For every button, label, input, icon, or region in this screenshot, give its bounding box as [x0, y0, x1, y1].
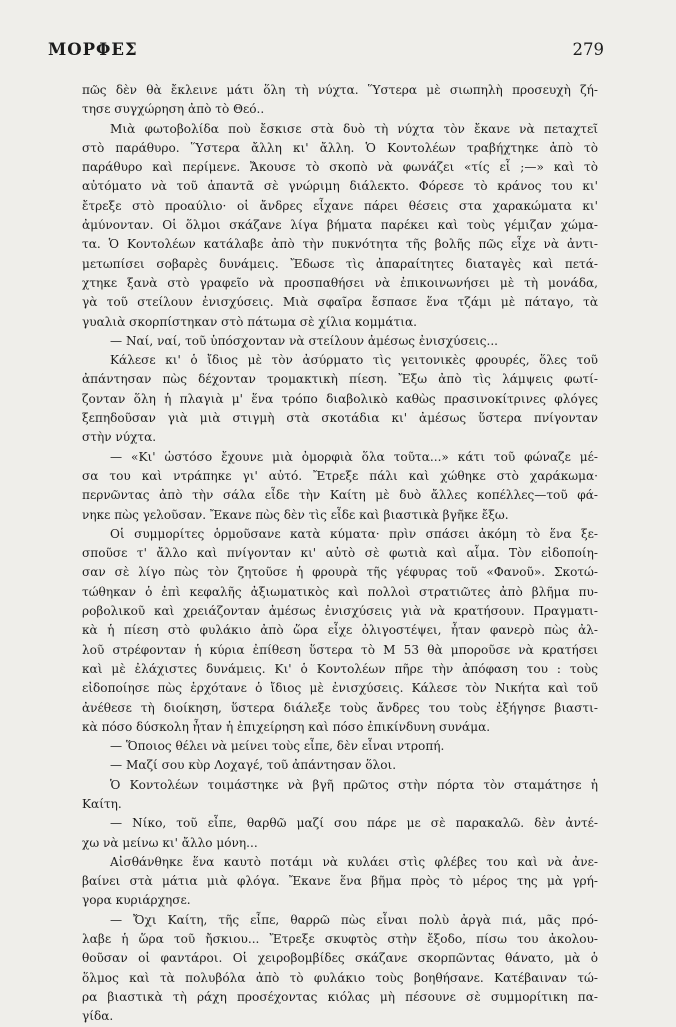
text-line: αὐτόματο νὰ τοῦ ἀπαντᾶ σὲ γνώριμη διάλεκτο. Φόρεσε τὸ κράνος του κι'	[82, 179, 598, 194]
text-line: γορα κυριάρχησε.	[82, 893, 191, 908]
text-line: ἀπάντησαν πὼς δέχονταν τρομακτικὴ πίεση. Ἔξω ἀπὸ τὶς λάμψεις φωτί-	[82, 372, 598, 387]
text-line: Ὁ Κοντολέων τοιμάστηκε νὰ βγῆ πρῶτος στὴν πόρτα τὸν σταμάτησε ἡ	[110, 777, 598, 792]
text-line: μετωπίσει σοβαρὲς δυνάμεις. Ἔδωσε τὶς ἀπαραίτητες διαταγὲς καὶ πετά-	[82, 256, 598, 271]
text-line: χτηκε ξανὰ στὸ γραφεῖο νὰ προσπαθήσει νὰ ἐπικοινωνήσει μὲ τὴ μονάδα,	[82, 275, 598, 290]
text-line: — Μαζί σου κὺρ Λοχαγέ, τοῦ ἀπάντησαν ὅλοι.	[110, 758, 397, 773]
text-line: ἀμύνονταν. Οἱ ὅλμοι σκάζανε λίγα βήματα παρέκει καὶ τοὺς γέμιζαν χώμα-	[82, 218, 598, 233]
text-line: τησε συγχώρηση ἀπὸ τὸ Θεό..	[82, 102, 265, 117]
text-line: στὸ παράθυρο. Ὕστερα ἄλλη κι' ἄλλη. Ὁ Κοντολέων τραβήχτηκε ἀπὸ τὸ	[82, 140, 598, 155]
text-line: — Ναί, ναί, τοῦ ὑπόσχονταν νὰ στείλουν ἀμέσως ἐνισχύσεις...	[110, 333, 499, 348]
text-line: τώθηκαν ὁ ἐπὶ κεφαλῆς ἀξιωματικὸς καὶ πολλοὶ στρατιῶτες ἀπὸ βλῆμα πυ-	[82, 584, 598, 599]
running-head: ΜΟΡΦΕΣ	[48, 40, 138, 59]
text-line: λοῦ στρέφονταν ἡ κύρια ἐπίθεση ὕστερα τὸ Μ 53 θὰ μποροῦσε νὰ κρατήσει	[82, 642, 598, 657]
text-line: παράθυρο καὶ περίμενε. Ἄκουσε τὸ σκοπὸ νὰ φωνάζει «τίς εἶ ;—» καὶ τὸ	[82, 160, 598, 175]
text-line: γυαλιὰ σκορπίστηκαν στὸ πάτωμα σὲ χίλια κομμάτια.	[82, 314, 418, 329]
text-line: σαν σὲ λίγο πὼς τὸν ζητοῦσε ἡ φρουρὰ τῆς γέφυρας τοῦ «Φανοῦ». Σκοτώ-	[82, 565, 598, 580]
text-line: θοῦσαν οἱ φαντάροι. Οἱ χειροβομβίδες σκάζανε σκορπῶντας θάνατο, μὰ ὁ	[82, 951, 598, 966]
page-number: 279	[572, 40, 604, 59]
text-line: εἰδοποίησε πὼς ἐρχότανε ὁ ἴδιος μὲ ἐνισχύσεις. Κάλεσε τὸν Νικήτα καὶ τοῦ	[82, 681, 598, 696]
body-text	[82, 81, 598, 1027]
text-line: χω νὰ μείνω κι' ἄλλο μόνη...	[82, 835, 258, 850]
text-line: κὰ πόσο δύσκολη ἦταν ἡ ἐπιχείρηση καὶ πόσο ἐπικίνδυνη συνάμα.	[82, 719, 491, 734]
text-line: Αἰσθάνθηκε ἕνα καυτὸ ποτάμι νὰ κυλάει στὶς φλέβες του καὶ νὰ ἀνε-	[110, 854, 598, 869]
text-line: σποῦσε τ' ἄλλο καὶ πνίγονταν κι' αὐτὸ σὲ φωτιὰ καὶ αἷμα. Τὸν εἰδοποίη-	[82, 546, 598, 561]
text-line: στὴν νύχτα.	[82, 430, 157, 445]
text-line: τα. Ὁ Κοντολέων κατάλαβε ἀπὸ τὴν πυκνότητα τῆς βολῆς πῶς εἶχε νὰ ἀντι-	[82, 237, 598, 252]
text-line: — Ὄχι Καίτη, τῆς εἶπε, θαρρῶ πὼς εἶναι πολὺ ἀργὰ πιά, μᾶς πρό-	[110, 912, 598, 927]
text-line: κὰ ἡ πίεση στὸ φυλάκιο ἀπὸ ὥρα εἶχε ὀλιγοστέψει, ἦταν φανερὸ πὼς ἀλ-	[82, 623, 598, 638]
text-line: νηκε πὼς γελοῦσαν. Ἔκανε πὼς δὲν τὶς εἶδε καὶ βιαστικὰ βγῆκε ἔξω.	[82, 507, 509, 522]
text-line: ἀνέθεσε τὴ διοίκηση, ὕστερα διάλεξε τοὺς ἄνδρες του τοὺς ἐξήγησε βιαστι-	[82, 700, 598, 715]
text-line: ζονταν ὅλη ἡ πλαγιὰ μ' ἕνα τρόπο διαβολικὸ καθὼς πρασινοκίτρινες φλόγες	[82, 391, 598, 406]
text-line: ἔτρεξε στὸ προαύλιο· οἱ ἄνδρες εἶχανε πάρει θέσεις στα χαρακώματα κι'	[82, 198, 598, 213]
page-header	[48, 40, 604, 64]
text-line: λαβε ἡ ὥρα τοῦ ἤσκιου... Ἔτρεξε σκυφτὸς στὴν ἔξοδο, πίσω του ἀκολου-	[82, 932, 598, 947]
text-line: ὅλμος καὶ τὰ πολυβόλα ἀπὸ τὸ φυλάκιο τοὺς βοηθήσανε. Κατέβαιναν τώ-	[82, 970, 598, 985]
text-line: περνῶντας ἀπὸ τὴν σάλα εἶδε τὴν Καίτη μὲ δυὸ ἄλλες κοπέλλες—τοῦ φά-	[82, 488, 598, 503]
text-line: γίδα.	[82, 1009, 114, 1024]
text-line: γὰ τοῦ στείλουν ἐνισχύσεις. Μιὰ σφαῖρα ἔσπασε ἕνα τζάμι μὲ πάταγο, τὰ	[82, 295, 598, 310]
text-line: Κάλεσε κι' ὁ ἴδιος μὲ τὸν ἀσύρματο τὶς γειτονικὲς φρουρές, ὅλες τοῦ	[110, 353, 598, 368]
text-line: πῶς δὲν θὰ ἔκλεινε μάτι ὅλη τὴ νύχτα. Ὕστερα μὲ σιωπηλὴ προσευχὴ ζή-	[82, 83, 598, 97]
text-line: ξεπηδοῦσαν γιὰ μιὰ στιγμὴ στὰ σκοτάδια κι' ἀμέσως ὕστερα πνίγονταν	[82, 411, 598, 426]
text-line: Μιὰ φωτοβολίδα ποὺ ἔσκισε στὰ δυὸ τὴ νύχτα τὸν ἔκανε νὰ πεταχτεῖ	[110, 121, 598, 136]
text-line: βαίνει στὰ μάτια μιὰ φλόγα. Ἔκανε ἕνα βῆμα πρὸς τὸ μέρος της μὰ γρή-	[82, 874, 598, 889]
text-line: σα του καὶ ντράπηκε γι' αὐτό. Ἔτρεξε πάλι καὶ χώθηκε στὸ χαράκωμα·	[82, 468, 598, 483]
text-line: ρα βιαστικὰ τὴ ράχη προσέχοντας κιόλας μὴ πέσουνε σὲ συμμορίτικη πα-	[82, 989, 598, 1004]
text-line: Οἱ συμμορίτες ὁρμοῦσανε κατὰ κύματα· πρὶν σπάσει ἀκόμη τὸ ἕνα ξε-	[110, 526, 598, 541]
text-line: ροβολικοῦ καὶ χρειάζονταν ἀμέσως ἐνισχύσεις γιὰ νὰ κρατήσουν. Πραγματι-	[82, 604, 598, 619]
text-line: Καίτη.	[82, 796, 122, 811]
text-line: — Νίκο, τοῦ εἶπε, θαρθῶ μαζί σου πάρε με σὲ παρακαλῶ. δὲν ἀντέ-	[110, 816, 598, 831]
text-line: — «Κι' ὡστόσο ἔχουνε μιὰ ὀμορφιὰ ὅλα τοῦτα...» κάτι τοῦ φώναζε μέ-	[110, 449, 598, 464]
text-line: — Ὅποιος θέλει νὰ μείνει τοὺς εἶπε, δὲν εἶναι ντροπή.	[110, 739, 445, 754]
text-line: καὶ μὲ ἐλάχιστες δυνάμεις. Κι' ὁ Κοντολέων πῆρε τὴν ἀπόφαση του : τοὺς	[82, 661, 598, 676]
